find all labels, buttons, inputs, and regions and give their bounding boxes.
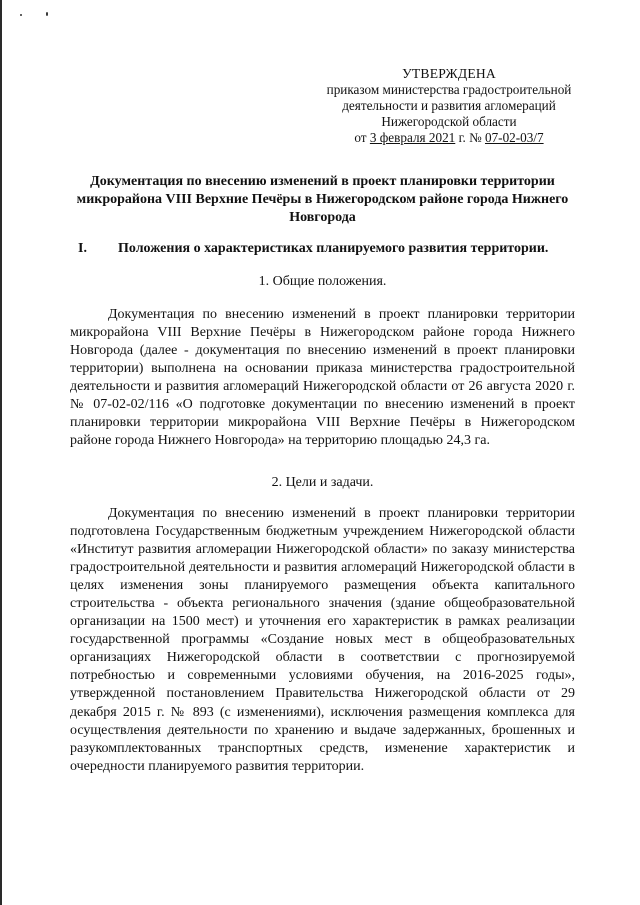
paragraph-text: Документация по внесению изменений в проект планировки территории микрорайона VIII Верхние Печёры в Нижегородском районе города Нижнего Новгорода (далее - документация по внесению изменений в проект планировки территории) выполнена на основании приказа министерства градостроительной деятельности и развития агломераций Нижегородской области от 26 августа 2020 г. № 07-02-02/116 «О подготовке документации по внесению изменений в проект планировки территории микрорайона VIII Верхние Печёры в Нижегородском районе города Нижнего Новгорода» на территорию площадью 24,3 га. — [70, 307, 575, 449]
paragraph — [70, 505, 575, 776]
approval-date-line — [318, 130, 580, 146]
scan-speck — [20, 14, 22, 16]
subsection-title: 1. Общие положения. — [258, 274, 387, 289]
approval-number: 07-02-03/7 — [484, 130, 544, 145]
approval-heading: УТВЕРЖДЕНА — [402, 66, 496, 81]
approval-date: 3 февраля 2021 — [369, 130, 456, 145]
paragraph — [70, 306, 575, 450]
approval-line: приказом министерства градостроительной — [326, 82, 572, 97]
approval-date-suffix: г. № — [455, 130, 485, 145]
approval-line: деятельности и развития агломераций — [342, 98, 556, 113]
approval-line: Нижегородской области — [381, 114, 517, 129]
paragraph-text: Документация по внесению изменений в проект планировки территории подготовлена Государственным бюджетным учреждением Нижегородской области «Институт развития агломерации Нижегородской области» по заказу министерства градостроительной деятельности и развития агломераций Нижегородской области в целях изменения зоны планируемого размещения объекта капитального строительства - объекта регионального значения (здание общеобразовательной организации на 1500 мест) и уточнения его характеристик в рамках реализации государственной программы «Создание новых мест в общеобразовательных организациях Нижегородской области в соответствии с прогнозируемой потребностью и современными условиями обучения, на 2016-2025 годы», утвержденной постановлением Правительства Нижегородской области от 29 декабря 2015 г. № 893 (с изменениями), исключения размещения комплекса для осуществления деятельности по хранению и выдаче задержанных, брошенных и разукомплектованных транспортных средств, изменение характеристик и очередности планируемого развития территории. — [70, 506, 575, 774]
document-title: Документация по внесению изменений в проект планировки территории микрорайона VIII Верхние Печёры в Нижегородском районе города Нижнего Новгорода — [76, 174, 569, 225]
scan-edge — [0, 0, 2, 905]
approval-date-prefix: от — [354, 130, 370, 145]
approval-stamp — [318, 66, 580, 146]
section-title: Положения о характеристиках планируемого развития территории. — [118, 241, 549, 256]
scan-speck — [46, 12, 48, 16]
section-number: I. — [78, 241, 87, 256]
subsection-title: 2. Цели и задачи. — [271, 475, 374, 490]
